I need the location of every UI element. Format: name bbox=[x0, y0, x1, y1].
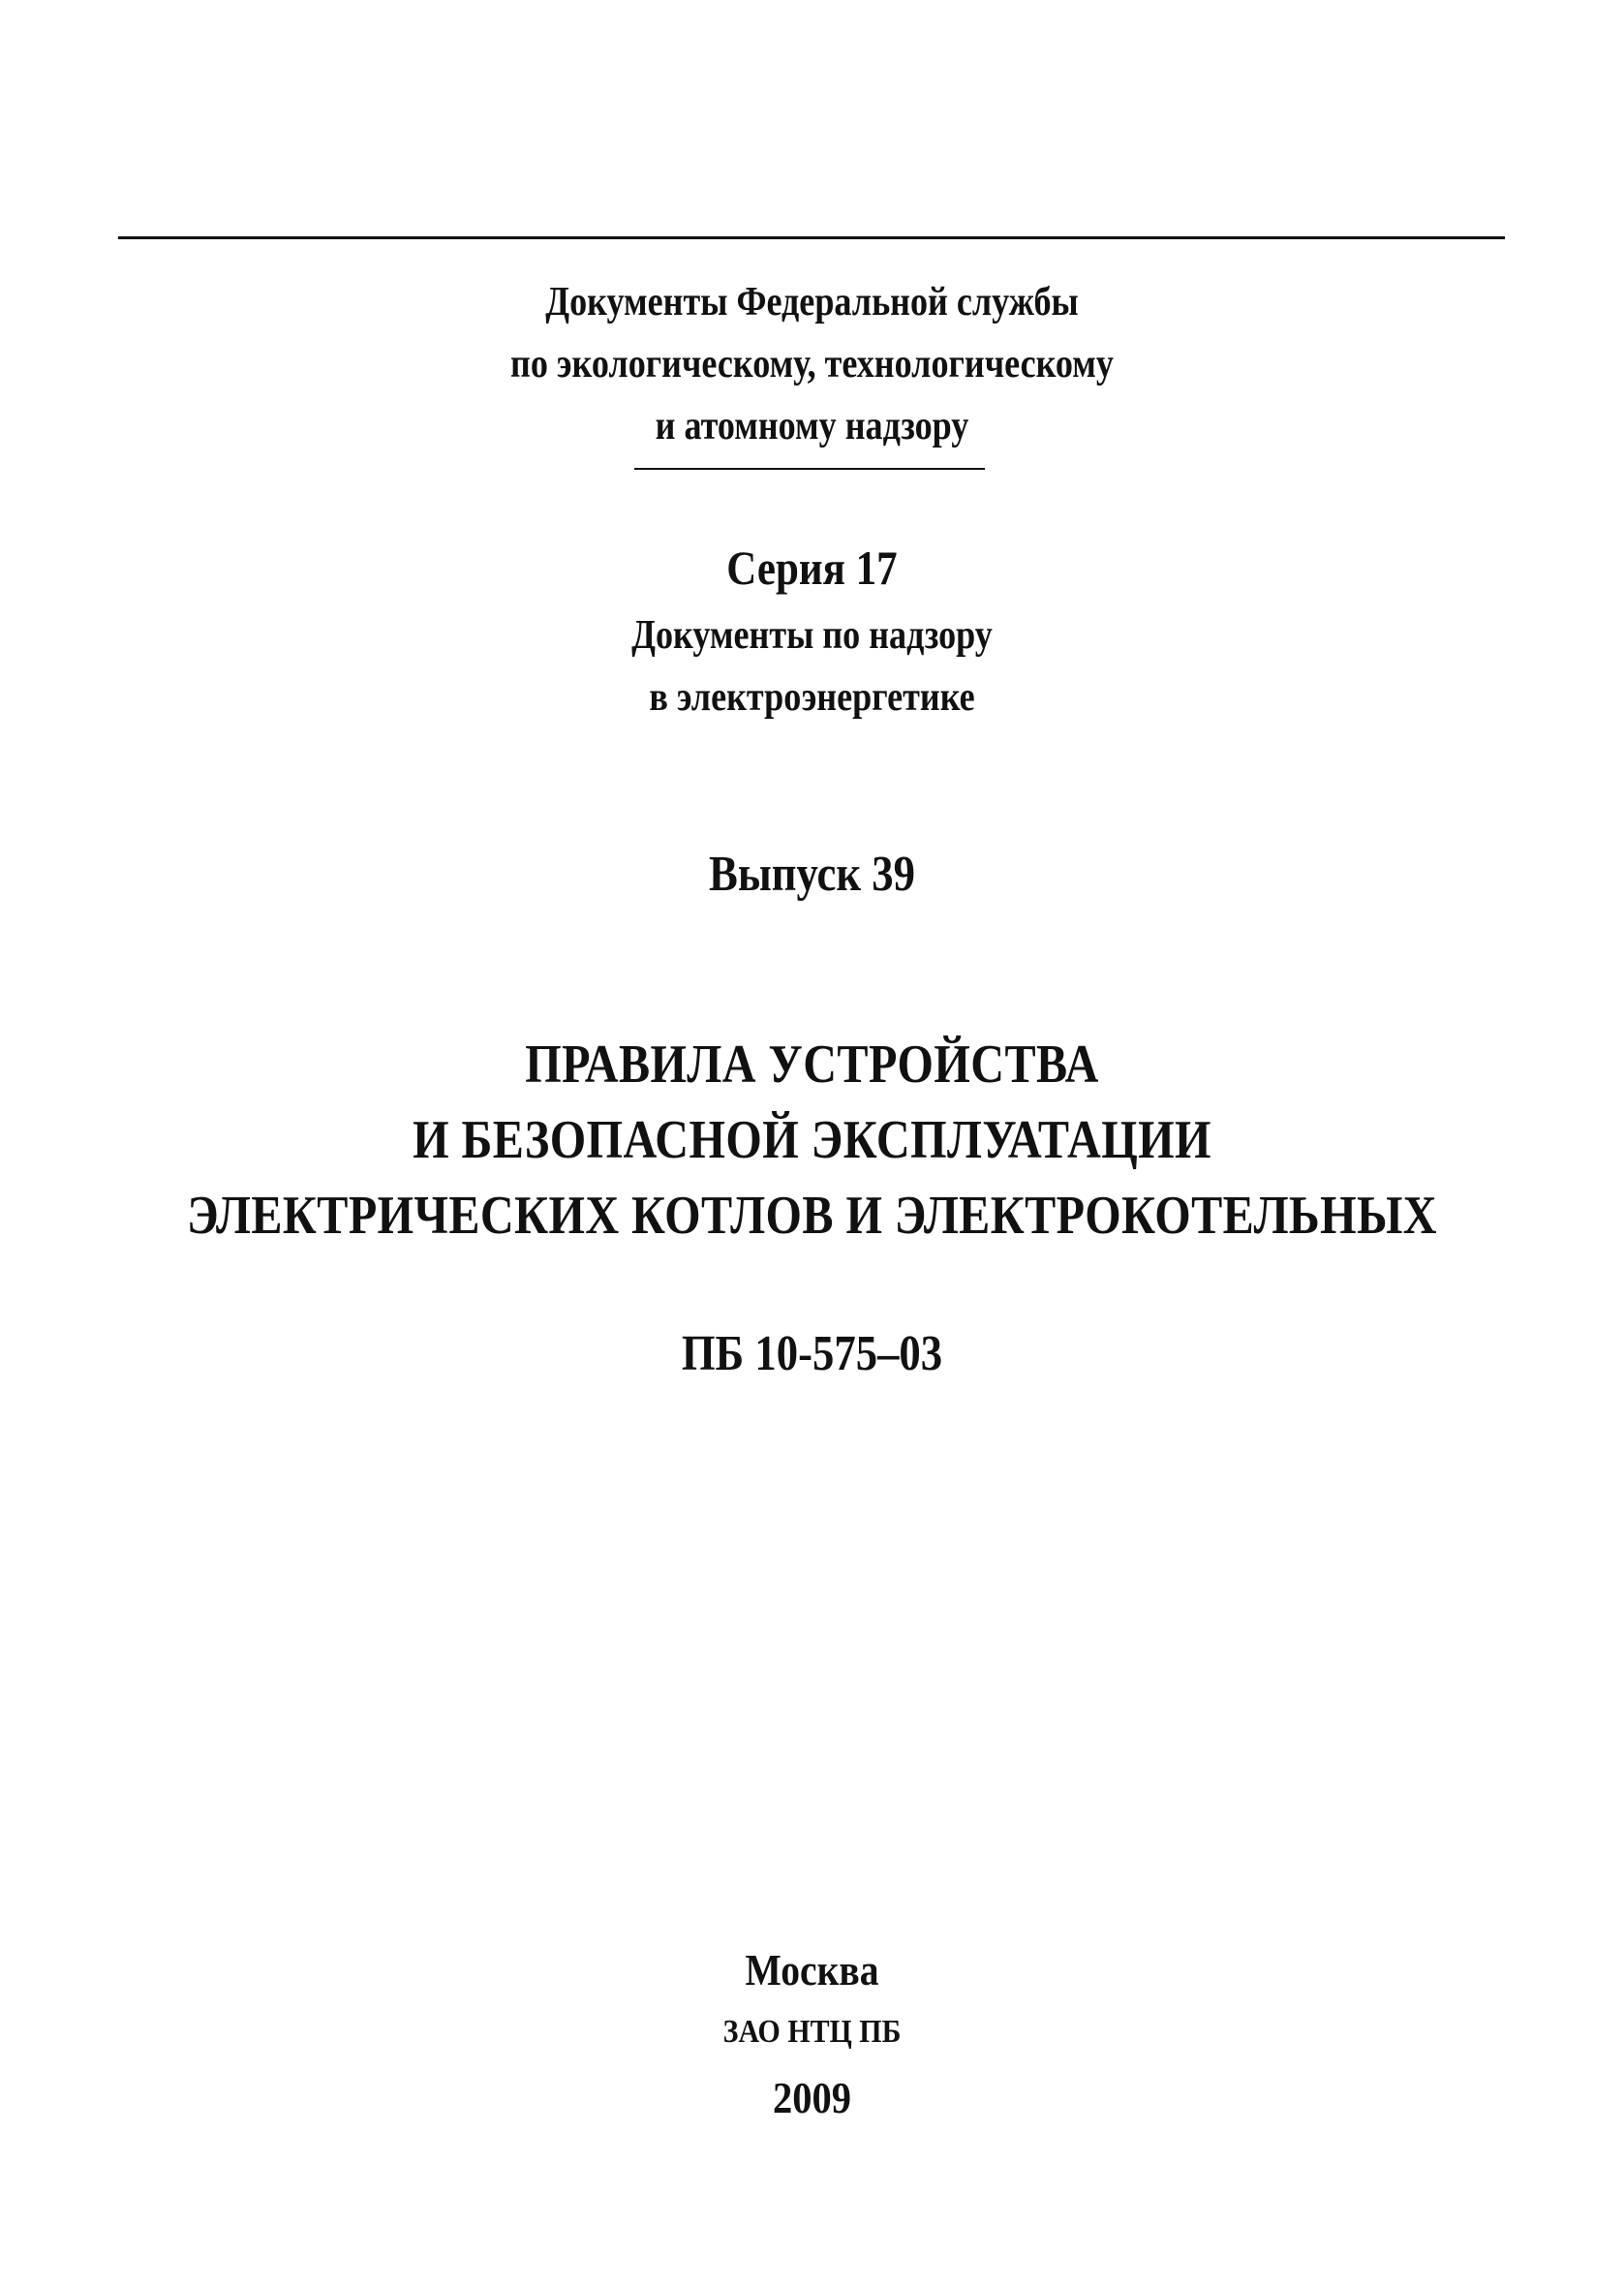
document-title-line: И БЕЗОПАСНОЙ ЭКСПЛУАТАЦИИ bbox=[413, 1110, 1211, 1170]
issue-block bbox=[0, 838, 1624, 912]
top-divider bbox=[118, 236, 1505, 239]
document-title bbox=[0, 1027, 1624, 1253]
publisher-line: Документы Федеральной службы bbox=[545, 280, 1079, 325]
series-subtitle-line: в электроэнергетике bbox=[649, 675, 975, 720]
issue-label: Выпуск 39 bbox=[708, 847, 916, 902]
imprint-publisher: ЗАО НТЦ ПБ bbox=[722, 2014, 902, 2050]
document-code-block bbox=[0, 1317, 1624, 1391]
short-divider bbox=[634, 468, 985, 470]
imprint-city: Москва bbox=[745, 1945, 879, 1994]
imprint-block bbox=[0, 1937, 1624, 2135]
series-subtitle-line: Документы по надзору bbox=[631, 613, 993, 658]
document-code: ПБ 10-575–03 bbox=[681, 1326, 943, 1381]
document-title-line: ЭЛЕКТРИЧЕСКИХ КОТЛОВ И ЭЛЕКТРОКОТЕЛЬНЫХ bbox=[186, 1186, 1438, 1246]
publisher-block bbox=[0, 271, 1624, 457]
publisher-line: по экологическому, технологическому bbox=[510, 342, 1114, 386]
series-title: Серия 17 bbox=[726, 541, 898, 595]
document-title-line: ПРАВИЛА УСТРОЙСТВА bbox=[525, 1035, 1099, 1095]
publisher-line: и атомному надзору bbox=[655, 404, 969, 448]
imprint-year: 2009 bbox=[773, 2073, 851, 2122]
series-block bbox=[0, 531, 1624, 728]
